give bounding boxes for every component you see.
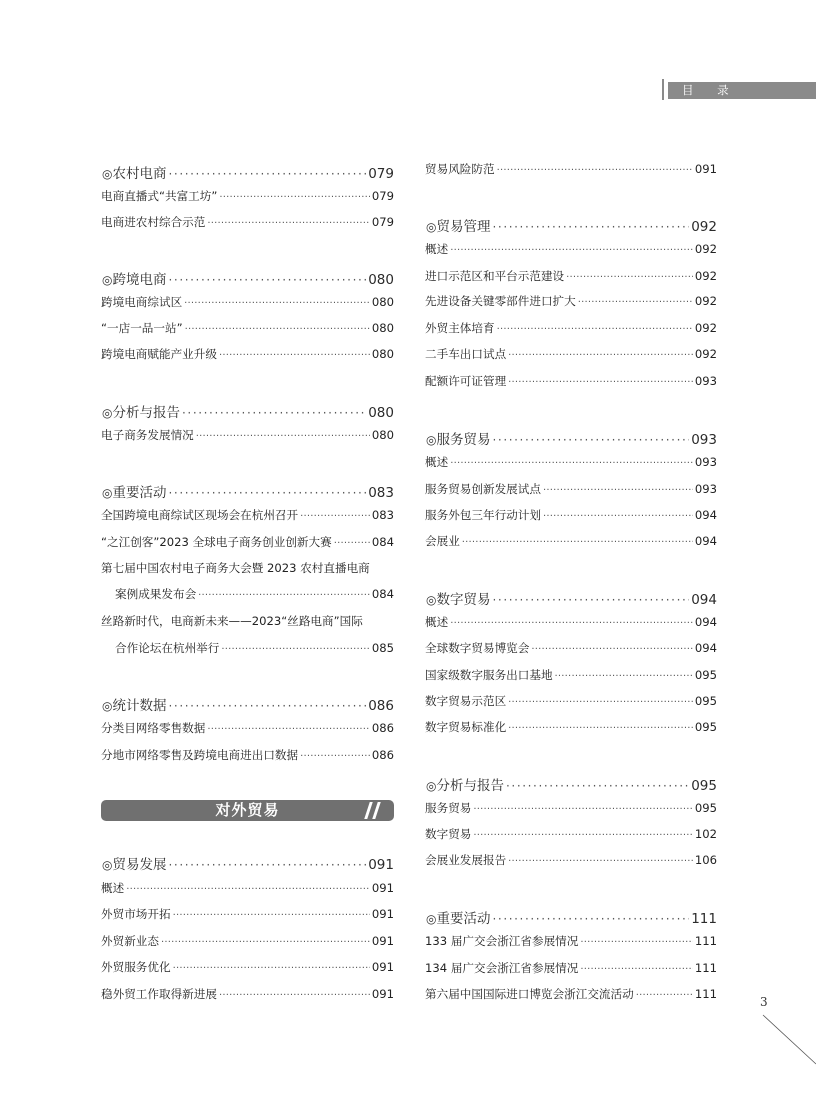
entry-title: 贸易风险防范	[425, 162, 495, 176]
entry-title: 外贸新业态	[101, 934, 159, 948]
section-marker-icon: ◎	[426, 220, 437, 234]
section-title: 重要活动	[112, 485, 167, 501]
section-marker-icon: ◎	[426, 912, 437, 926]
section-title: 分析与报告	[436, 778, 504, 794]
page-ref: 091	[371, 881, 394, 895]
page-ref: 091	[694, 162, 717, 176]
page-ref: 080	[368, 272, 394, 288]
page-ref: 080	[371, 295, 394, 309]
entry-title: 外贸主体培育	[425, 321, 495, 335]
entry-title: 服务外包三年行动计划	[425, 508, 541, 522]
entry-title: 电商进农村综合示范	[101, 215, 206, 229]
page-ref: 092	[691, 219, 717, 235]
entry-title: 稳外贸工作取得新进展	[101, 987, 217, 1001]
entry-title: 合作论坛在杭州举行	[115, 641, 220, 655]
entry-title: 分类目网络零售数据	[101, 721, 206, 735]
section-title: 重要活动	[436, 911, 491, 927]
section-title: 农村电商	[112, 166, 167, 182]
page-ref: 095	[694, 668, 717, 682]
page-ref: 086	[371, 748, 394, 762]
entry-title: 先进设备关键零部件进口扩大	[425, 294, 576, 308]
entry-title: 数字贸易标准化	[425, 720, 507, 734]
page-ref: 102	[694, 827, 717, 841]
entry-title: 会展业	[425, 534, 460, 548]
page-ref: 080	[371, 428, 394, 442]
part-banner-title: 对外贸易	[215, 801, 280, 819]
section-marker-icon: ◎	[102, 858, 113, 872]
entry-title: 电子商务发展情况	[101, 428, 194, 442]
entry-title: 进口示范区和平台示范建设	[425, 269, 565, 283]
page-ref: 091	[368, 857, 394, 873]
entry-title: 国家级数字服务出口基地	[425, 668, 553, 682]
entry-title: 二手车出口试点	[425, 347, 507, 361]
section-marker-icon: ◎	[426, 593, 437, 607]
page-ref: 095	[694, 720, 717, 734]
entry-title: “之江创客”2023 全球电子商务创业创新大赛	[101, 535, 332, 549]
entry-title: 服务贸易创新发展试点	[425, 482, 541, 496]
page-ref: 079	[371, 215, 394, 229]
section-title: 分析与报告	[112, 405, 180, 421]
page-ref: 092	[694, 269, 717, 283]
entry-title: 外贸市场开拓	[101, 907, 171, 921]
section-title: 数字贸易	[436, 592, 491, 608]
page-ref: 095	[694, 694, 717, 708]
page-ref: 080	[371, 347, 394, 361]
page-ref: 086	[371, 721, 394, 735]
page-ref: 093	[691, 432, 717, 448]
page-ref: 079	[368, 166, 394, 182]
entry-title: 丝路新时代，电商新未来——2023“丝路电商”国际	[101, 614, 363, 628]
page-ref: 093	[694, 482, 717, 496]
page-ref: 094	[694, 641, 717, 655]
section-title: 跨境电商	[112, 272, 167, 288]
section-marker-icon: ◎	[426, 433, 437, 447]
entry-title: 概述	[425, 242, 449, 256]
entry-title: “一店一品一站”	[101, 321, 183, 335]
page-number: 3	[760, 995, 768, 1009]
section-marker-icon: ◎	[102, 167, 113, 181]
entry-title: 跨境电商综试区	[101, 295, 183, 309]
section-marker-icon: ◎	[102, 486, 113, 500]
page-ref: 079	[371, 189, 394, 203]
page-ref: 080	[368, 405, 394, 421]
page-ref: 083	[371, 508, 394, 522]
section-marker-icon: ◎	[102, 406, 113, 420]
entry-title: 概述	[425, 615, 449, 629]
page-ref: 091	[371, 960, 394, 974]
section-title: 贸易发展	[112, 857, 167, 873]
page-ref: 095	[691, 778, 717, 794]
page-ref: 111	[691, 911, 717, 927]
page-ref: 094	[691, 592, 717, 608]
section-marker-icon: ◎	[102, 699, 113, 713]
entry-title: 数字贸易	[425, 827, 472, 841]
page-ref: 094	[694, 615, 717, 629]
section-title: 贸易管理	[436, 219, 491, 235]
page-ref: 111	[694, 961, 717, 975]
page-ref: 111	[694, 934, 717, 948]
page-ref: 093	[694, 374, 717, 388]
entry-title: 概述	[101, 881, 125, 895]
page-ref: 091	[371, 934, 394, 948]
page-ref: 084	[371, 535, 394, 549]
page-ref: 092	[694, 321, 717, 335]
page-ref: 092	[694, 347, 717, 361]
entry-title: 第七届中国农村电子商务大会暨 2023 农村直播电商	[101, 561, 370, 575]
entry-title: 134 届广交会浙江省参展情况	[425, 961, 579, 975]
entry-title: 会展业发展报告	[425, 853, 507, 867]
entry-title: 跨境电商赋能产业升级	[101, 347, 217, 361]
page-ref: 084	[371, 587, 394, 601]
entry-title: 服务贸易	[425, 801, 472, 815]
entry-title: 案例成果发布会	[115, 587, 197, 601]
page-ref: 094	[694, 508, 717, 522]
toc-header-label: 目 录	[682, 83, 739, 97]
page-ref: 106	[694, 853, 717, 867]
entry-title: 概述	[425, 455, 449, 469]
entry-title: 电商直播式“共富工坊”	[101, 189, 218, 203]
entry-title: 133 届广交会浙江省参展情况	[425, 934, 579, 948]
section-marker-icon: ◎	[102, 273, 113, 287]
section-title: 服务贸易	[436, 432, 491, 448]
entry-title: 全球数字贸易博览会	[425, 641, 530, 655]
page-ref: 085	[371, 641, 394, 655]
entry-title: 数字贸易示范区	[425, 694, 507, 708]
page-ref: 093	[694, 455, 717, 469]
page-ref: 111	[694, 987, 717, 1001]
page-ref: 091	[371, 987, 394, 1001]
entry-title: 第六届中国国际进口博览会浙江交流活动	[425, 987, 634, 1001]
page-ref: 092	[694, 242, 717, 256]
page-ref: 091	[371, 907, 394, 921]
section-marker-icon: ◎	[426, 779, 437, 793]
page-ref: 092	[694, 294, 717, 308]
page-ref: 080	[371, 321, 394, 335]
page-ref: 086	[368, 698, 394, 714]
page-ref: 095	[694, 801, 717, 815]
entry-title: 分地市网络零售及跨境电商进出口数据	[101, 748, 299, 762]
entry-title: 配额许可证管理	[425, 374, 507, 388]
section-title: 统计数据	[112, 698, 167, 714]
entry-title: 外贸服务优化	[101, 960, 171, 974]
page-ref: 083	[368, 485, 394, 501]
page-ref: 094	[694, 534, 717, 548]
entry-title: 全国跨境电商综试区现场会在杭州召开	[101, 508, 299, 522]
